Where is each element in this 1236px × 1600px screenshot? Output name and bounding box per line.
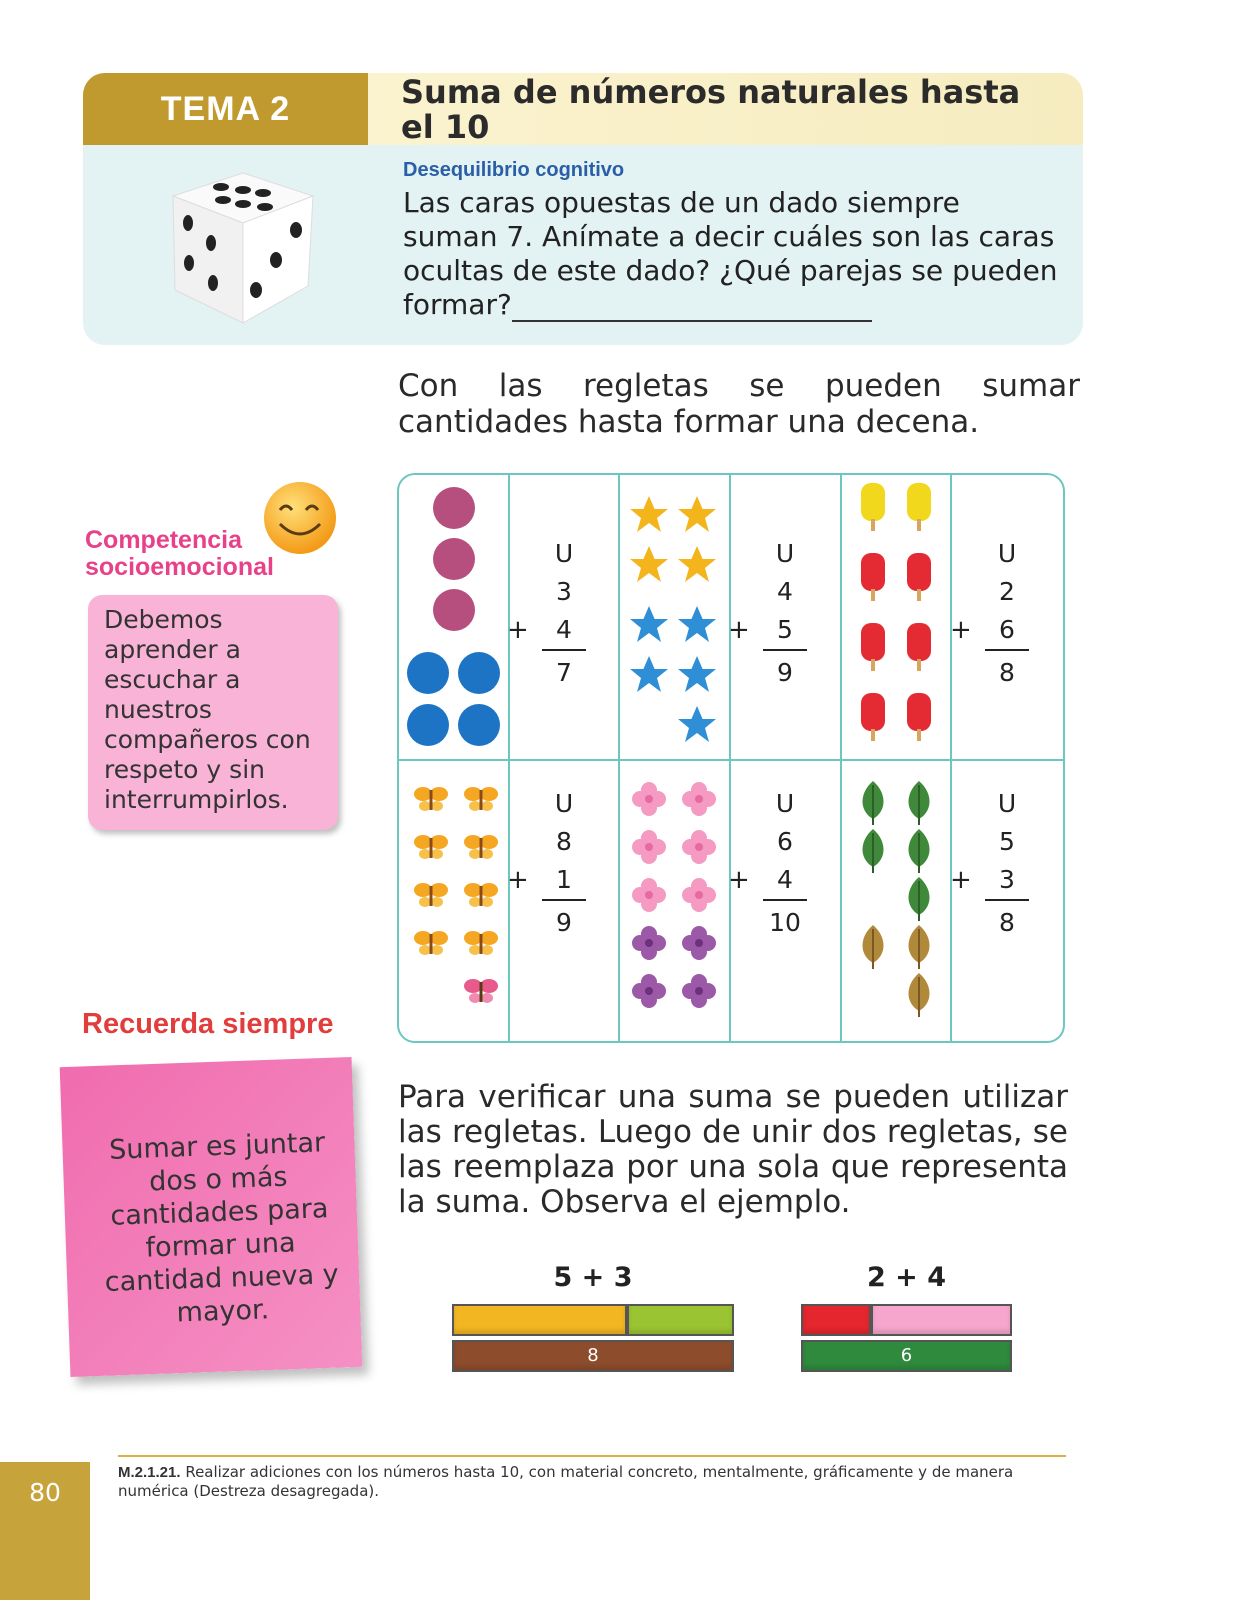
rod-six: 6 (801, 1340, 1012, 1372)
plus-sign: + (728, 615, 750, 645)
competencia-box: Debemos aprender a escuchar a nuestros compañeros con respeto y sin interrumpirlos. (88, 595, 338, 830)
plus-sign: + (507, 865, 529, 895)
plus-sign: + (950, 865, 972, 895)
sum-block (509, 535, 619, 691)
rod-five (452, 1304, 627, 1336)
addend: 2 (999, 577, 1015, 606)
addend: 5 (999, 827, 1015, 856)
sum-block (952, 535, 1062, 691)
addend: 4 (777, 865, 793, 894)
units-header: U (997, 539, 1017, 568)
sum-result: 10 (769, 908, 801, 937)
addend: 4 (556, 615, 572, 644)
sum-result: 7 (556, 658, 572, 687)
sum-result: 8 (999, 658, 1015, 687)
sum-result: 9 (777, 658, 793, 687)
footer-divider (118, 1455, 1066, 1457)
addend: 6 (999, 615, 1015, 644)
page-title: Suma de números naturales hasta el 10 (401, 73, 1021, 146)
units-header: U (554, 539, 574, 568)
sum-result: 8 (999, 908, 1015, 937)
rod-two (801, 1304, 871, 1336)
leaves-group-icon (841, 761, 951, 1043)
units-header: U (775, 789, 795, 818)
sum-grid (397, 473, 1065, 1043)
tema-label: TEMA 2 (83, 73, 368, 145)
addend: 6 (777, 827, 793, 856)
circles-group-icon (399, 475, 509, 759)
units-header: U (554, 789, 574, 818)
addend: 5 (777, 615, 793, 644)
header-band (83, 73, 1083, 345)
answer-line[interactable] (512, 294, 872, 322)
popsicles-group-icon (841, 475, 951, 759)
plus-sign: + (950, 615, 972, 645)
sum-block (509, 785, 619, 941)
units-header: U (997, 789, 1017, 818)
addend: 3 (999, 865, 1015, 894)
dice-icon (163, 168, 323, 328)
addend: 3 (556, 577, 572, 606)
rod-eight: 8 (452, 1340, 734, 1372)
footer-text (118, 1463, 1058, 1501)
competencia-title: Competencia socioemocional (85, 526, 274, 581)
addend: 8 (556, 827, 572, 856)
plus-sign: + (728, 865, 750, 895)
sum-block (952, 785, 1062, 941)
sum-block (730, 785, 840, 941)
addend: 1 (556, 865, 572, 894)
sum-block (730, 535, 840, 691)
butterflies-group-icon (399, 761, 509, 1043)
example-label: 2 + 4 (867, 1262, 946, 1293)
rod-three (627, 1304, 734, 1336)
footer-code: M.2.1.21. (118, 1464, 181, 1481)
plus-sign: + (507, 615, 529, 645)
flowers-group-icon (619, 761, 729, 1043)
intro-text: Con las regletas se pueden sumar cantidades hasta formar una decena. (398, 368, 1080, 440)
stars-group-icon (619, 475, 729, 759)
verify-text: Para verificar una suma se pueden utilizar las regletas. Luego de unir dos regletas, se las reemplaza por una sola que representa la suma. Observa el ejemplo. (398, 1079, 1068, 1220)
footer-description: Realizar adiciones con los números hasta 10, con material concreto, mentalmente, gráficamente y de manera numérica (Destreza desagregada). (118, 1463, 1014, 1500)
dice-question: Las caras opuestas de un dado siempre suman 7. Anímate a decir cuáles son las caras ocultas de este dado? ¿Qué parejas se pueden formar? (403, 186, 1058, 321)
rod-four (871, 1304, 1012, 1336)
addend: 4 (777, 577, 793, 606)
sum-result: 9 (556, 908, 572, 937)
section-subtitle: Desequilibrio cognitivo (403, 159, 625, 181)
units-header: U (775, 539, 795, 568)
recuerda-title: Recuerda siempre (82, 1008, 334, 1040)
page-number: 80 (29, 1478, 61, 1507)
example-label: 5 + 3 (553, 1262, 633, 1293)
sticky-note-text: Sumar es juntar dos o más cantidades para formar una cantidad nueva y mayor. (104, 1127, 340, 1329)
